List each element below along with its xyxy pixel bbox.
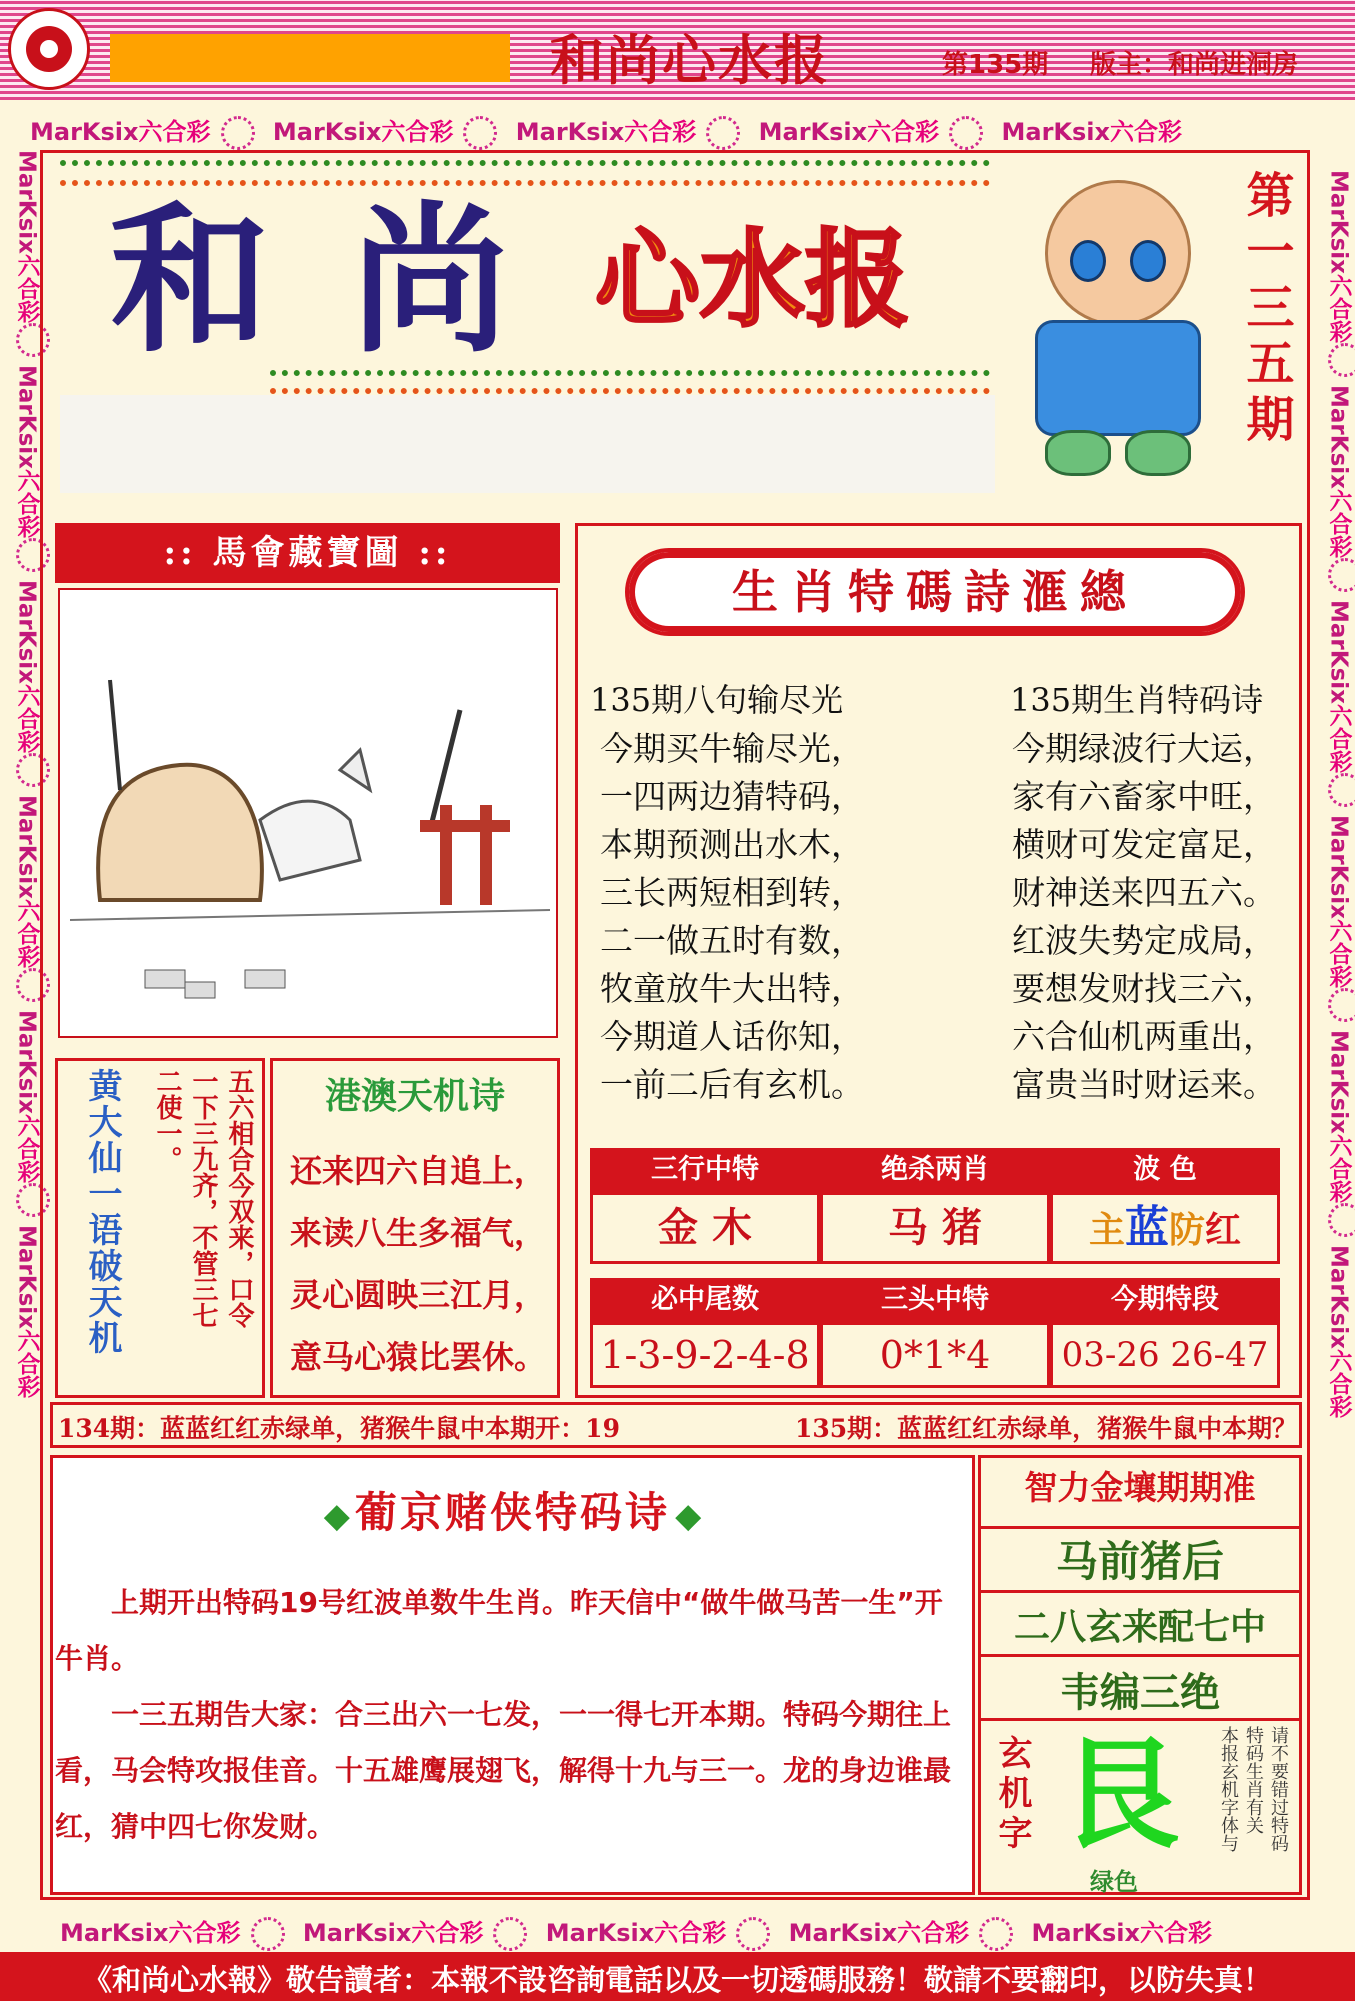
footer-notice: 《和尚心水報》敬告讀者：本報不設咨詢電話以及一切透碼服務！敬請不要翻印，以防失真！ — [82, 1963, 1272, 1997]
header-issue: 第135期 — [942, 50, 1049, 80]
wave-main-label: 主 — [1088, 1209, 1125, 1251]
daxian-vertical-title: 黄大仙一语破天机 — [82, 1068, 122, 1356]
poem-line: 六合仙机两重出， — [1012, 1017, 1276, 1056]
xuanji-divider — [978, 1718, 1302, 1721]
stat-title: 三行中特 — [590, 1148, 820, 1192]
stat-value: 马 猪 — [820, 1192, 1050, 1264]
poem-line: 要想发财找三六， — [1012, 969, 1276, 1008]
stat-value: 金 木 — [590, 1192, 820, 1264]
poem-line: 横财可发定富足， — [1012, 825, 1276, 864]
stats-table — [590, 1148, 1280, 1388]
gambler-para2: 一三五期告大家：合三出六一七发，一一得七开本期。特码今期往上看，马会特攻报佳音。十五雄鹰展翅飞，解得十九与三一。龙的身边谁最红，猜中四七你发财。 — [55, 1698, 952, 1843]
poem-line: 财神送来四五六。 — [1012, 873, 1276, 912]
poem-line: 本期预测出水木， — [600, 825, 864, 864]
stat-title: 必中尾数 — [590, 1278, 820, 1322]
masthead-char-shang: 尚 — [350, 186, 511, 374]
masthead-blank-panel — [60, 395, 995, 493]
flower-garland-top — [60, 160, 990, 186]
side-banner: 智力金壤期期准 — [1024, 1468, 1256, 1507]
poem-line: 牧童放牛大出特， — [600, 969, 864, 1008]
monk-mascot-image — [1005, 170, 1215, 500]
stat-title: 三头中特 — [820, 1278, 1050, 1322]
border-right-column: MarKsix六合彩 MarKsix六合彩 MarKsix六合彩 MarKsix六合彩 MarKsix六合彩 MarKsix六合彩 — [1318, 170, 1355, 1900]
flower-garland-bottom — [270, 370, 990, 394]
poem-line: 家有六畜家中旺， — [1012, 777, 1276, 816]
side-item: 马前猪后 — [978, 1526, 1302, 1589]
gangao-line: 灵心圆映三江月， — [290, 1276, 547, 1314]
stat-title: 波 色 — [1050, 1148, 1280, 1192]
gambler-title — [50, 1480, 975, 1540]
issue-vertical: 第一三五期 — [1238, 170, 1294, 450]
wave-guard-label: 防 — [1168, 1209, 1205, 1251]
wave-red: 红 — [1205, 1209, 1242, 1251]
gangao-line: 意马心猿比罢休。 — [290, 1338, 547, 1376]
poem-line: 今期道人话你知， — [600, 1017, 864, 1056]
xuanji-label: 玄机字 — [992, 1735, 1032, 1855]
gangao-line: 还来四六自追上， — [290, 1152, 547, 1190]
daxian-text-col2: 一下三九齐，不管三七 — [188, 1068, 218, 1328]
gangao-poem — [290, 1140, 555, 1388]
ticker-left: 134期：蓝蓝红红赤绿单，猪猴牛鼠中本期开：19 — [58, 1414, 620, 1443]
daxian-text-col1: 五六相合今双来，口令 — [224, 1068, 254, 1328]
border-bottom-row: MarKsix六合彩 MarKsix六合彩 MarKsix六合彩 MarKsix六合彩 MarKsix六合彩 — [60, 1913, 1350, 1951]
header-orange-bar — [110, 34, 510, 82]
wave-blue: 蓝 — [1124, 1202, 1169, 1253]
masthead-title-rest: 心水报 — [595, 219, 911, 341]
gambler-title-text: 葡京赌侠特码诗 — [354, 1488, 670, 1537]
stat-title: 今期特段 — [1050, 1278, 1280, 1322]
side-item: 韦编三绝 — [978, 1654, 1302, 1718]
stat-title: 绝杀两肖 — [820, 1148, 1050, 1192]
stat-value: 03-26 26-47 — [1050, 1322, 1280, 1388]
diamond-icon: ◆ — [675, 1496, 702, 1536]
masthead-char-he: 和 — [110, 186, 271, 374]
poem-line: 一四两边猜特码， — [600, 777, 864, 816]
poem-left — [600, 725, 1000, 1109]
poem-line: 三长两短相到转， — [600, 873, 864, 912]
treasure-title: :: 馬會藏寶圖 :: — [55, 523, 560, 583]
poem-right — [1012, 725, 1302, 1109]
header-title: 和尚心水报 — [550, 29, 830, 92]
border-left-column: MarKsix六合彩 MarKsix六合彩 MarKsix六合彩 MarKsix六合彩 MarKsix六合彩 MarKsix六合彩 — [6, 150, 60, 1900]
bauhinia-icon — [26, 26, 72, 72]
border-top-row: MarKsix六合彩 MarKsix六合彩 MarKsix六合彩 MarKsix六合彩 MarKsix六合彩 — [30, 112, 1330, 150]
poem-line: 红波失势定成局， — [1012, 921, 1276, 960]
goat-illustration — [60, 590, 556, 1036]
side-item: 二八玄来配七中 — [978, 1590, 1302, 1650]
poem-line: 二一做五时有数， — [600, 921, 864, 960]
masthead — [50, 160, 1000, 500]
daxian-text-col3: 二使一。 — [152, 1068, 182, 1172]
poem-line: 今期买牛输尽光， — [600, 729, 864, 768]
gambler-para1: 上期开出特码19号红波单数牛生肖。昨天信中“做牛做马苦一生”开牛肖。 — [55, 1586, 943, 1675]
gambler-body — [55, 1575, 970, 1855]
xuanji-color: 绿色 — [1090, 1867, 1138, 1896]
poem-line: 今期绿波行大运， — [1012, 729, 1276, 768]
gangao-title: 港澳天机诗 — [324, 1076, 505, 1117]
stat-value: 0*1*4 — [820, 1322, 1050, 1388]
ticker-right: 135期：蓝蓝红红赤绿单，猪猴牛鼠中本期？ — [795, 1414, 1298, 1443]
diamond-icon: ◆ — [323, 1496, 350, 1536]
poem-section-title: 生肖特碼詩滙總 — [625, 548, 1245, 636]
poem-line: 一前二后有玄机。 — [600, 1065, 864, 1104]
xuanji-note-col3: 本报玄机字体与 — [1218, 1726, 1239, 1852]
stat-value-wave — [1050, 1192, 1280, 1264]
stat-value: 1-3-9-2-4-8 — [590, 1322, 820, 1388]
xuanji-note-col2: 特码生肖有关 — [1243, 1726, 1264, 1834]
poem-left-heading: 135期八句输尽光 — [590, 681, 844, 719]
header-editor: 版主：和尚进洞房 — [1090, 50, 1299, 80]
gangao-line: 来读八生多福气， — [290, 1214, 547, 1252]
poem-right-heading: 135期生肖特码诗 — [1010, 681, 1264, 719]
hk-emblem — [8, 8, 90, 90]
xuanji-note-col1: 请不要错过特码 — [1268, 1726, 1289, 1852]
treasure-image — [58, 588, 558, 1038]
poem-line: 富贵当时财运来。 — [1012, 1065, 1276, 1104]
xuanji-char: 艮 — [1060, 1724, 1180, 1865]
